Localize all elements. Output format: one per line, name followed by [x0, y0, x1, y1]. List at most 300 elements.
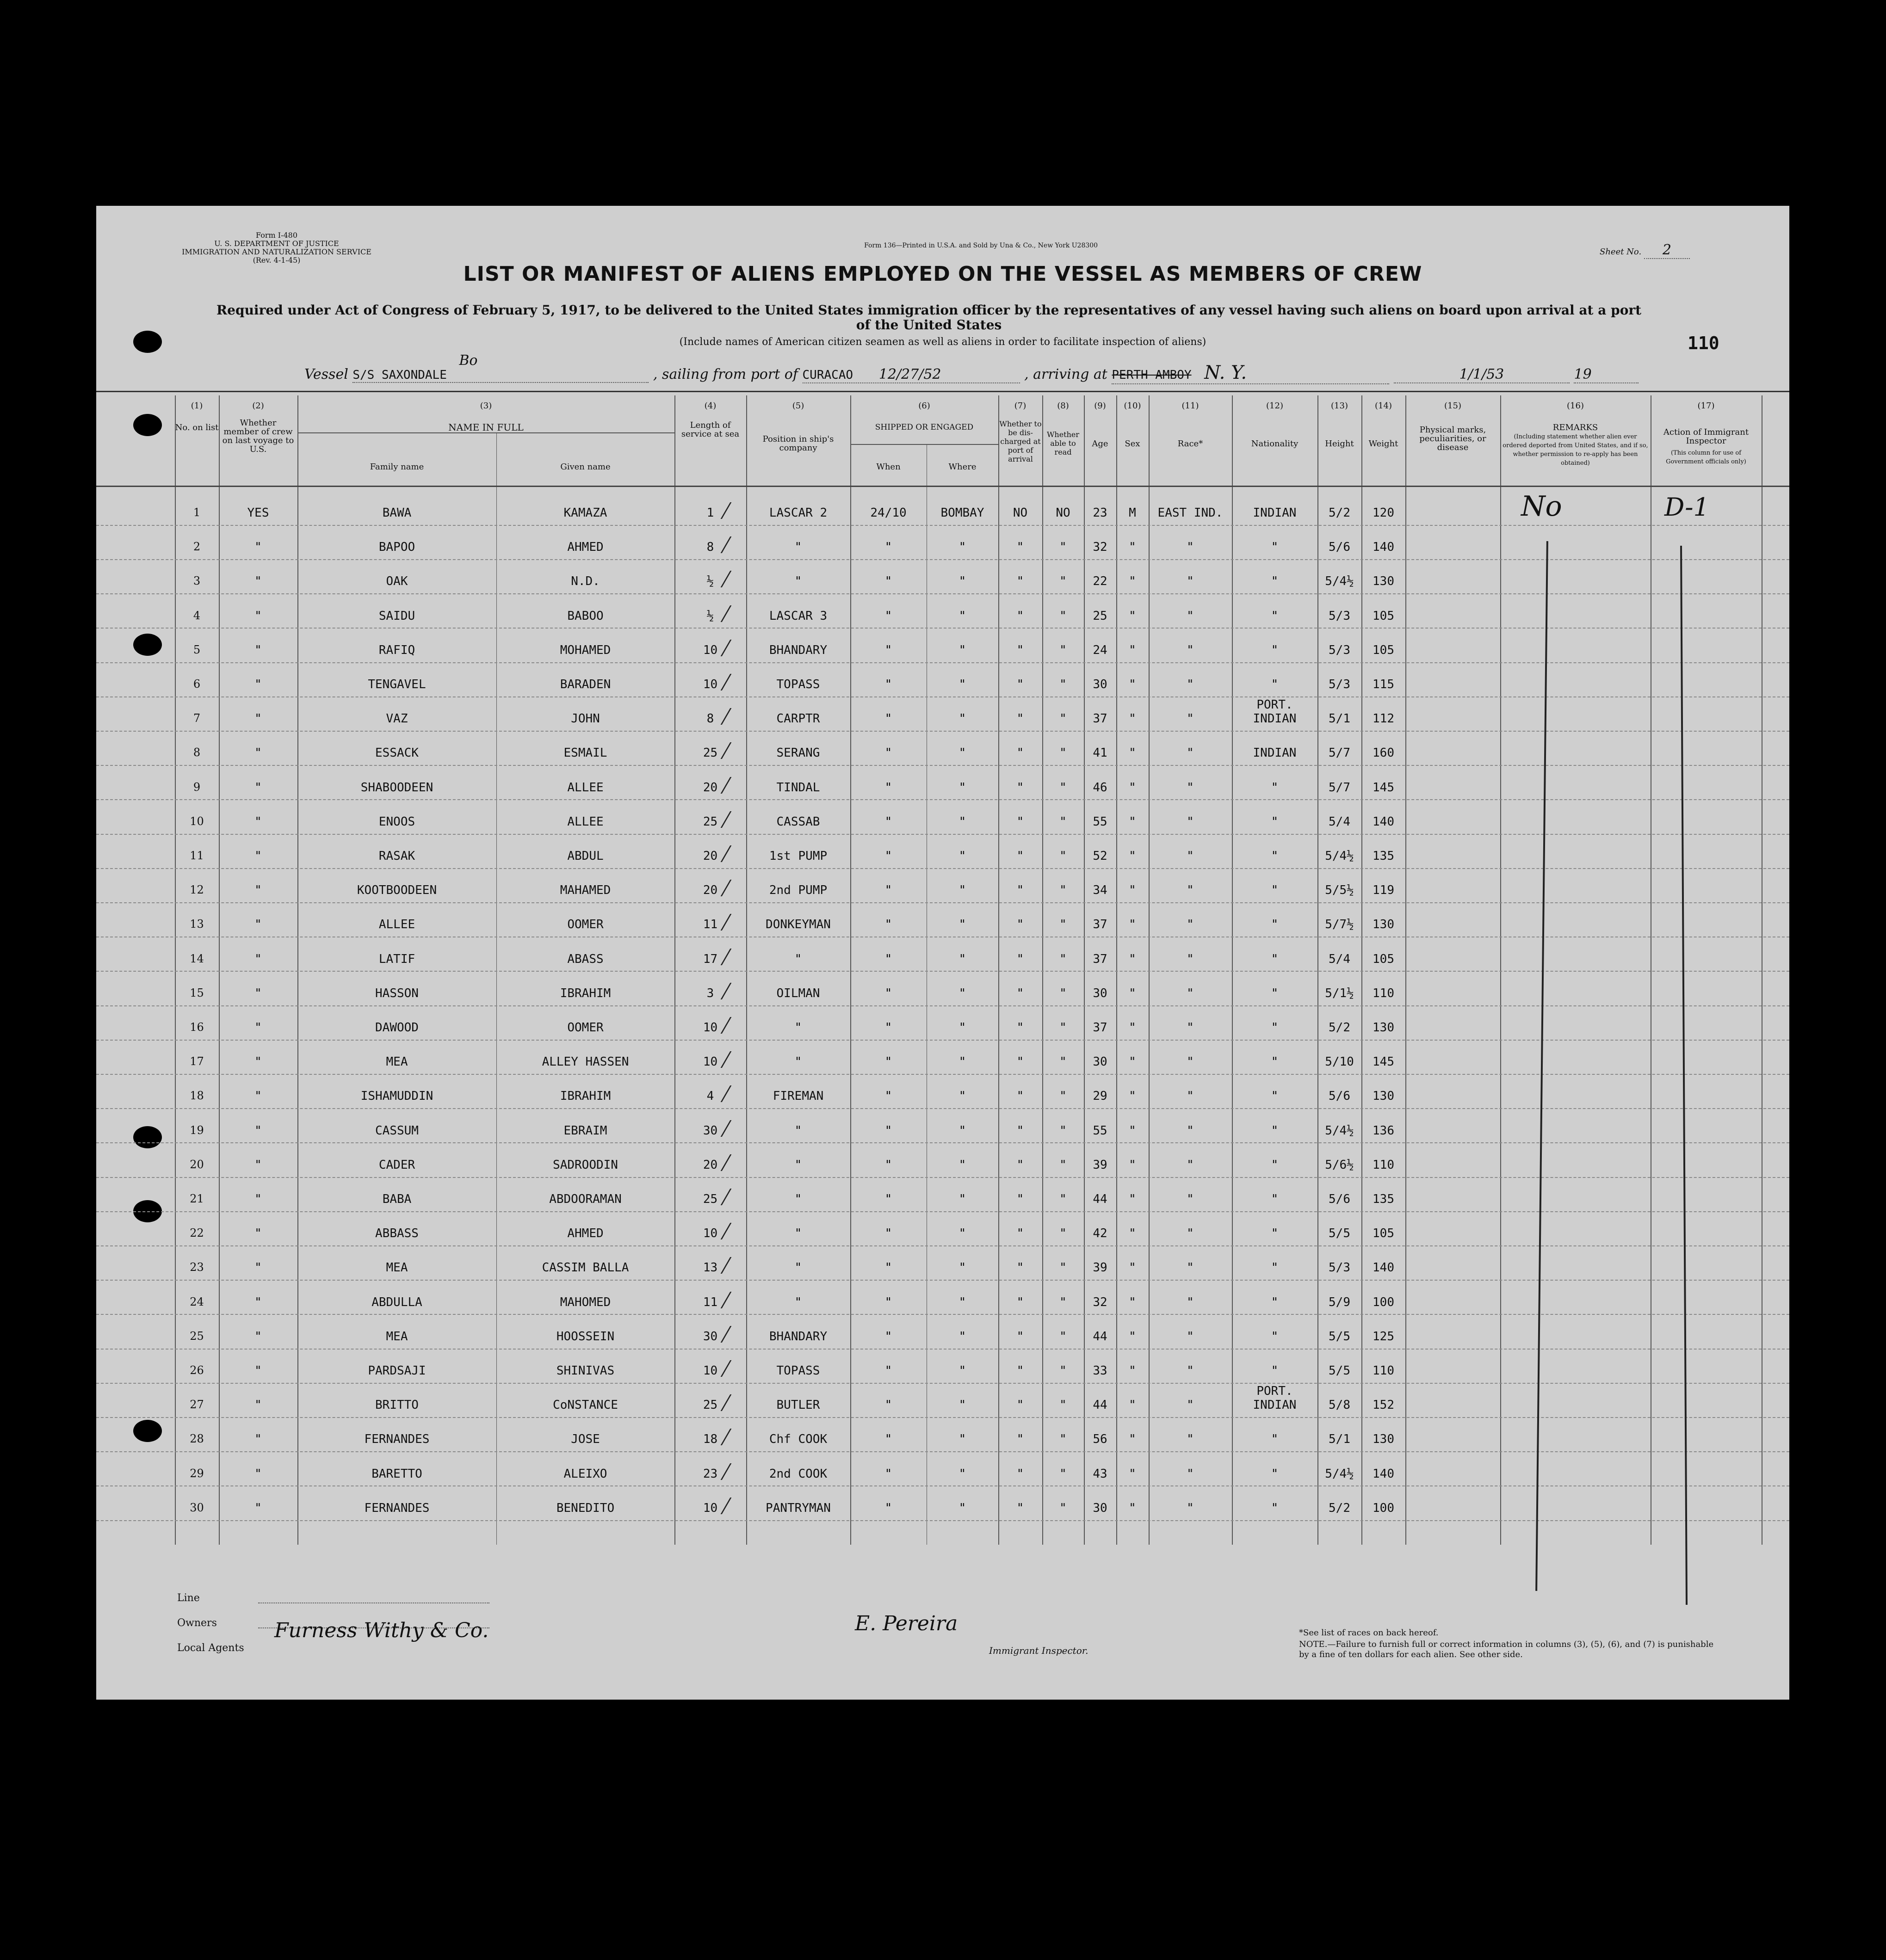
cell-discharged: NO [1013, 506, 1028, 520]
cell-sex: " [1129, 1501, 1136, 1515]
cell-position: " [794, 1021, 802, 1035]
cell-age: 44 [1093, 1329, 1107, 1344]
cell-discharged: " [1016, 1501, 1024, 1515]
cell-no: 13 [190, 918, 204, 931]
cell-no: 8 [193, 746, 201, 759]
cell-sex: " [1129, 1021, 1136, 1035]
header-given-name: Given name [560, 462, 611, 472]
cell-weight: 105 [1373, 643, 1394, 657]
cell-age: 43 [1093, 1467, 1107, 1481]
cell-nationality: INDIAN [1253, 506, 1297, 520]
sailing-port: CURACAO [802, 368, 853, 382]
cell-weight: 130 [1373, 918, 1394, 932]
cell-length: 10 [703, 1227, 718, 1241]
cell-weight: 130 [1373, 1432, 1394, 1447]
cell-length: 20 [703, 1158, 718, 1172]
cell-when: " [884, 1467, 892, 1481]
cell-no: 6 [193, 678, 201, 690]
cell-when: " [884, 780, 892, 795]
cell-able-read: " [1059, 1192, 1067, 1206]
line-label: Line [177, 1592, 200, 1604]
header-physical: Physical marks, peculiarities, or disease [1419, 425, 1486, 452]
header-discharged: Whether to be dis-charged at port of arrival [999, 419, 1042, 463]
cell-prev-voyage: " [254, 849, 262, 863]
sailing-date: 12/27/52 [878, 366, 941, 382]
remarks-annotation: No [1521, 490, 1562, 523]
cell-weight: 130 [1373, 574, 1394, 589]
cell-nationality: " [1271, 678, 1279, 691]
cell-where: " [958, 746, 966, 760]
cell-position: TINDAL [776, 780, 820, 795]
cell-prev-voyage: " [254, 1089, 262, 1103]
cell-prev-voyage: " [254, 746, 262, 760]
row-rule [96, 971, 1789, 972]
arriving-port-struck: PERTH AMBOY [1112, 368, 1192, 382]
cell-family-name: HASSON [375, 986, 419, 1000]
cell-where: " [958, 780, 966, 795]
cell-where: " [958, 883, 966, 898]
cell-nationality: " [1271, 883, 1279, 898]
service: IMMIGRATION AND NATURALIZATION SERVICE [182, 247, 371, 256]
cell-given-name: AHMED [567, 1227, 604, 1241]
row-rule [96, 1040, 1789, 1041]
header-nationality: Nationality [1251, 439, 1299, 449]
cell-age: 37 [1093, 1021, 1107, 1035]
cell-family-name: BAPOO [378, 540, 415, 555]
cell-height: 5/3 [1329, 678, 1350, 691]
cell-given-name: ALLEE [567, 814, 604, 829]
cell-sex: " [1129, 1158, 1136, 1172]
cell-position: BUTLER [776, 1398, 820, 1412]
cell-position: BHANDARY [769, 1329, 828, 1344]
row-rule [96, 1005, 1789, 1006]
cell-race: " [1187, 1467, 1194, 1481]
cell-no: 23 [190, 1261, 204, 1274]
cell-race: " [1187, 678, 1194, 691]
cell-discharged: " [1016, 1123, 1024, 1138]
row-rule [96, 1177, 1789, 1178]
column-number: (16) [1567, 401, 1584, 411]
cell-discharged: " [1016, 1158, 1024, 1172]
cell-sex: " [1129, 1055, 1136, 1069]
row-rule [96, 1108, 1789, 1109]
cell-length: 10 [703, 678, 718, 691]
cell-no: 14 [190, 952, 204, 965]
column-number: (1) [191, 401, 203, 411]
cell-sex: " [1129, 1192, 1136, 1206]
cell-where: " [958, 1123, 966, 1138]
cell-prev-voyage: " [254, 1227, 262, 1241]
cell-age: 30 [1093, 1055, 1107, 1069]
table-top-rule [96, 391, 1789, 396]
cell-nationality: " [1271, 574, 1279, 589]
cell-where: " [958, 540, 966, 555]
department: U. S. DEPARTMENT OF JUSTICE [214, 239, 339, 248]
cell-no: 27 [190, 1398, 204, 1411]
cell-race: " [1187, 918, 1194, 932]
cell-sex: " [1129, 746, 1136, 760]
cell-no: 17 [190, 1055, 204, 1068]
cell-prev-voyage: " [254, 952, 262, 966]
cell-family-name: TENGAVEL [368, 678, 426, 691]
cell-race: EAST IND. [1157, 506, 1223, 520]
cell-where: " [958, 609, 966, 623]
cell-prev-voyage: " [254, 986, 262, 1000]
cell-length: 25 [703, 746, 718, 760]
cell-where: " [958, 1261, 966, 1275]
agents-label: Local Agents [177, 1642, 244, 1654]
cell-prev-voyage: " [254, 1123, 262, 1138]
cell-weight: 110 [1373, 1158, 1394, 1172]
cell-length: 25 [703, 1398, 718, 1412]
cell-sex: " [1129, 780, 1136, 795]
cell-weight: 145 [1373, 1055, 1394, 1069]
sailing-field [803, 366, 1020, 383]
cell-weight: 120 [1373, 506, 1394, 520]
cell-family-name: CADER [378, 1158, 415, 1172]
cell-able-read: " [1059, 1021, 1067, 1035]
cell-length: 10 [703, 1021, 718, 1035]
cell-when: " [884, 1295, 892, 1309]
cell-able-read: " [1059, 1501, 1067, 1515]
cell-position: " [794, 574, 802, 589]
cell-sex: " [1129, 1364, 1136, 1378]
cell-no: 24 [190, 1295, 204, 1308]
cell-race: " [1187, 746, 1194, 760]
cell-nationality: " [1271, 952, 1279, 966]
cell-nationality: " [1271, 780, 1279, 795]
cell-height: 5/9 [1329, 1295, 1350, 1309]
cell-where: " [958, 814, 966, 829]
cell-family-name: FERNANDES [364, 1432, 430, 1447]
cell-height: 5/2 [1329, 1021, 1350, 1035]
cell-height: 5/2 [1329, 506, 1350, 520]
cell-weight: 140 [1373, 1467, 1394, 1481]
cell-race: " [1187, 1364, 1194, 1378]
cell-no: 11 [190, 849, 204, 862]
cell-no: 19 [190, 1123, 204, 1137]
cell-length: 23 [703, 1467, 718, 1481]
cell-height: 5/6 [1329, 540, 1350, 555]
row-rule [96, 696, 1789, 697]
cell-race: " [1187, 1432, 1194, 1447]
cell-family-name: CASSUM [375, 1123, 419, 1138]
cell-race: " [1187, 574, 1194, 589]
column-number: (8) [1057, 401, 1069, 411]
cell-given-name: ESMAIL [563, 746, 607, 760]
cell-prev-voyage: YES [247, 506, 269, 520]
cell-when: " [884, 1089, 892, 1103]
cell-discharged: " [1016, 574, 1024, 589]
header-height: Height [1325, 439, 1354, 449]
row-rule [96, 1349, 1789, 1350]
cell-length: 17 [703, 952, 718, 966]
cell-age: 37 [1093, 918, 1107, 932]
cell-weight: 115 [1373, 678, 1394, 691]
cell-race: " [1187, 1123, 1194, 1138]
cell-no: 10 [190, 814, 204, 828]
cell-where: BOMBAY [940, 506, 984, 520]
cell-weight: 135 [1373, 1192, 1394, 1206]
cell-family-name: BRITTO [375, 1398, 419, 1412]
cell-able-read: " [1059, 746, 1067, 760]
cell-discharged: " [1016, 1227, 1024, 1241]
cell-family-name: MEA [386, 1055, 408, 1069]
shipped-subrule [850, 444, 998, 445]
cell-discharged: " [1016, 540, 1024, 555]
column-number: (5) [792, 401, 804, 411]
cell-weight: 100 [1373, 1295, 1394, 1309]
cell-where: " [958, 678, 966, 691]
header-position: Position in ship's company [762, 434, 834, 453]
cell-age: 52 [1093, 849, 1107, 863]
cell-age: 44 [1093, 1398, 1107, 1412]
vessel-line [304, 352, 1639, 384]
cell-no: 15 [190, 986, 204, 999]
cell-length: 20 [703, 780, 718, 795]
cell-race: " [1187, 814, 1194, 829]
column-number: (10) [1124, 401, 1141, 411]
cell-race: " [1187, 1501, 1194, 1515]
cell-no: 16 [190, 1021, 204, 1034]
row-rule [96, 628, 1789, 629]
cell-discharged: " [1016, 1055, 1024, 1069]
cell-height: 5/10 [1325, 1055, 1354, 1069]
cell-prev-voyage: " [254, 780, 262, 795]
cell-discharged: " [1016, 1467, 1024, 1481]
cell-no: 29 [190, 1467, 204, 1480]
cell-prev-voyage: " [254, 918, 262, 932]
cell-where: " [958, 1364, 966, 1378]
cell-prev-voyage: " [254, 609, 262, 623]
cell-discharged: " [1016, 918, 1024, 932]
cell-when: " [884, 1158, 892, 1172]
cell-age: 55 [1093, 1123, 1107, 1138]
row-rule [96, 799, 1789, 800]
inspector-label: Immigrant Inspector. [989, 1645, 1088, 1656]
cell-age: 39 [1093, 1158, 1107, 1172]
cell-where: " [958, 1158, 966, 1172]
arriving-field [1112, 362, 1389, 384]
cell-given-name: CASSIM BALLA [542, 1261, 629, 1275]
cell-race: " [1187, 1192, 1194, 1206]
cell-sex: " [1129, 609, 1136, 623]
cell-when: " [884, 1398, 892, 1412]
cell-age: 41 [1093, 746, 1107, 760]
cell-able-read: " [1059, 1089, 1067, 1103]
cell-able-read: " [1059, 712, 1067, 726]
cell-sex: " [1129, 678, 1136, 691]
cell-length: 25 [703, 1192, 718, 1206]
cell-where: " [958, 1467, 966, 1481]
cell-nationality: " [1271, 918, 1279, 932]
cell-able-read: " [1059, 1227, 1067, 1241]
cell-height: 5/8 [1329, 1398, 1350, 1412]
cell-family-name: ALLEE [378, 918, 415, 932]
cell-no: 9 [193, 780, 201, 794]
cell-sex: " [1129, 952, 1136, 966]
cell-prev-voyage: " [254, 712, 262, 726]
stamp-number: 110 [1688, 333, 1719, 353]
row-rule [96, 1520, 1789, 1521]
cell-age: 37 [1093, 712, 1107, 726]
cell-height: 5/6½ [1325, 1158, 1354, 1172]
header-sex: Sex [1125, 439, 1140, 449]
cell-no: 18 [190, 1089, 204, 1103]
row-rule [96, 1417, 1789, 1418]
column-number: (4) [704, 401, 717, 411]
cell-race: " [1187, 1398, 1194, 1412]
cell-height: 5/5½ [1325, 883, 1354, 898]
cell-length: 10 [703, 1055, 718, 1069]
agents-signature: Furness Withy & Co. [274, 1619, 489, 1642]
cell-when: " [884, 609, 892, 623]
cell-age: 37 [1093, 952, 1107, 966]
vessel-annotation: Bo [459, 352, 478, 369]
cell-given-name: ABDOORAMAN [549, 1192, 622, 1206]
cell-height: 5/4½ [1325, 574, 1354, 589]
row-rule [96, 662, 1789, 663]
cell-position: " [794, 1261, 802, 1275]
cell-where: " [958, 952, 966, 966]
cell-family-name: MEA [386, 1329, 408, 1344]
cell-family-name: FERNANDES [364, 1501, 430, 1515]
cell-age: 32 [1093, 1295, 1107, 1309]
header-where: Where [948, 462, 977, 472]
cell-position: TOPASS [776, 678, 820, 691]
cell-length: ½ [706, 574, 714, 589]
cell-prev-voyage: " [254, 1021, 262, 1035]
cell-discharged: " [1016, 746, 1024, 760]
arriving-port-hand: N. Y. [1204, 362, 1247, 383]
cell-where: " [958, 1227, 966, 1241]
cell-given-name: N.D. [571, 574, 600, 589]
cell-family-name: LATIF [378, 952, 415, 966]
cell-weight: 160 [1373, 746, 1394, 760]
cell-sex: " [1129, 814, 1136, 829]
cell-when: " [884, 678, 892, 691]
include-note: (Include names of American citizen seamen as well as aliens in order to facilitate inspection of aliens) [679, 336, 1206, 348]
punch-hole [133, 414, 162, 436]
cell-nationality: " [1271, 1364, 1279, 1378]
cell-nationality: " [1271, 1261, 1279, 1275]
cell-no: 21 [190, 1192, 204, 1205]
cell-position: LASCAR 3 [769, 609, 828, 623]
cell-sex: " [1129, 918, 1136, 932]
cell-height: 5/5 [1329, 1227, 1350, 1241]
cell-height: 5/7½ [1325, 918, 1354, 932]
inspector-signature: E. Pereira [855, 1612, 958, 1635]
header-bottom-rule [96, 486, 1789, 487]
cell-family-name: SHABOODEEN [360, 780, 433, 795]
cell-nationality: " [1271, 540, 1279, 555]
form-header-block [166, 231, 388, 265]
cell-sex: " [1129, 643, 1136, 657]
cell-family-name: PARDSAJI [368, 1364, 426, 1378]
cell-sex: " [1129, 1432, 1136, 1447]
cell-position: TOPASS [776, 1364, 820, 1378]
cell-length: 25 [703, 814, 718, 829]
cell-where: " [958, 1501, 966, 1515]
cell-prev-voyage: " [254, 1192, 262, 1206]
cell-length: 11 [703, 1295, 718, 1309]
cell-position: " [794, 1055, 802, 1069]
row-rule [96, 1383, 1789, 1384]
cell-age: 25 [1093, 609, 1107, 623]
row-rule [96, 1451, 1789, 1452]
cell-race: " [1187, 1227, 1194, 1241]
cell-when: " [884, 986, 892, 1000]
cell-position: " [794, 1295, 802, 1309]
cell-height: 5/1½ [1325, 986, 1354, 1000]
cell-weight: 140 [1373, 1261, 1394, 1275]
cell-position: PANTRYMAN [766, 1501, 831, 1515]
cell-discharged: " [1016, 814, 1024, 829]
cell-position: SERANG [776, 746, 820, 760]
cell-discharged: " [1016, 1329, 1024, 1344]
cell-prev-voyage: " [254, 1501, 262, 1515]
cell-prev-voyage: " [254, 540, 262, 555]
cell-position: " [794, 540, 802, 555]
cell-no: 4 [193, 609, 201, 622]
cell-when: " [884, 1123, 892, 1138]
cell-length: 11 [703, 918, 718, 932]
cell-sex: " [1129, 1398, 1136, 1412]
penalty-note: NOTE.—Failure to furnish full or correct information in columns (3), (5), (6), and (7) is punishable by a fine of ten dollars for each alien. See other side. [1299, 1639, 1714, 1659]
cell-given-name: SHINIVAS [556, 1364, 615, 1378]
cell-family-name: RASAK [378, 849, 415, 863]
cell-where: " [958, 1329, 966, 1344]
cell-nationality: " [1271, 1329, 1279, 1344]
cell-where: " [958, 1398, 966, 1412]
cell-length: 3 [706, 986, 714, 1000]
cell-position: 1st PUMP [769, 849, 828, 863]
cell-given-name: JOSE [571, 1432, 600, 1447]
cell-sex: " [1129, 574, 1136, 589]
cell-weight: 136 [1373, 1123, 1394, 1138]
cell-position: FIREMAN [773, 1089, 824, 1103]
cell-family-name: ABBASS [375, 1227, 419, 1241]
cell-prev-voyage: " [254, 1467, 262, 1481]
cell-discharged: " [1016, 1364, 1024, 1378]
row-rule [96, 1142, 1789, 1143]
header-prev-voyage: Whether member of crew on last voyage to U.S. [222, 418, 294, 454]
vessel-name-field [352, 352, 649, 383]
cell-weight: 105 [1373, 1227, 1394, 1241]
cell-position: BHANDARY [769, 643, 828, 657]
cell-where: " [958, 712, 966, 726]
cell-height: 5/4½ [1325, 1467, 1354, 1481]
cell-given-name: BARADEN [560, 678, 611, 691]
cell-able-read: " [1059, 1261, 1067, 1275]
cell-length: 20 [703, 883, 718, 898]
cell-nationality: PORT. INDIAN [1253, 1384, 1297, 1412]
cell-when: " [884, 1432, 892, 1447]
cell-nationality: " [1271, 849, 1279, 863]
cell-family-name: ENOOS [378, 814, 415, 829]
cell-height: 5/4½ [1325, 1123, 1354, 1138]
cell-height: 5/6 [1329, 1089, 1350, 1103]
row-rule [96, 902, 1789, 903]
cell-weight: 140 [1373, 814, 1394, 829]
manifest-sheet [96, 206, 1789, 1700]
cell-discharged: " [1016, 780, 1024, 795]
cell-height: 5/1 [1329, 712, 1350, 726]
cell-race: " [1187, 780, 1194, 795]
column-number: (11) [1181, 401, 1199, 411]
cell-sex: " [1129, 1123, 1136, 1138]
punch-hole [133, 1420, 162, 1442]
